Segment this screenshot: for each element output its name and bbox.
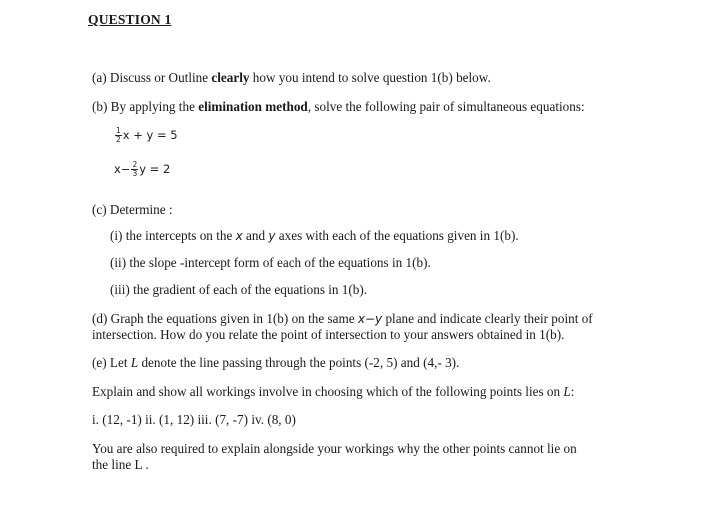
part-c-ii: (ii) the slope -intercept form of each of the equations in 1(b).: [110, 255, 431, 270]
equation-2-start: x−: [114, 162, 131, 176]
part-b-after: , solve the following pair of simultaneous equations:: [307, 99, 585, 114]
part-e-before: (e) Let: [92, 355, 131, 370]
explain-line-variable: L: [563, 384, 571, 399]
equation-1-numerator: 1: [116, 126, 121, 135]
part-d-before: (d) Graph the equations given in 1(b) on the same: [92, 311, 358, 326]
options-list: i. (12, -1) ii. (1, 12) iii. (7, -7) iv. (8, 0): [92, 412, 296, 427]
equation-1-fraction: [115, 127, 122, 144]
part-c-iii: (iii) the gradient of each of the equations in 1(b).: [110, 282, 368, 297]
explain-after: :: [570, 384, 575, 399]
part-d-plane-variable: x−y: [357, 312, 383, 326]
part-a-before: (a) Discuss or Outline: [92, 70, 212, 85]
part-c-i: [110, 228, 519, 244]
explain-before: Explain and show all workings involve in choosing which of the following points lies on: [92, 384, 564, 399]
equation-2-denominator: 3: [132, 169, 138, 178]
question-heading: QUESTION 1: [88, 12, 172, 27]
equation-2-rest: y = 2: [139, 162, 171, 176]
equation-1-denominator: 2: [116, 135, 121, 144]
part-e-text: [92, 355, 459, 371]
equation-1-rest: x + y = 5: [122, 128, 178, 142]
part-a-emphasis: clearly: [211, 70, 250, 85]
equation-1: [114, 127, 178, 144]
part-c-label: (c) Determine :: [92, 202, 173, 217]
closing-line-2: the line L .: [92, 457, 149, 472]
part-c-i-y: y: [268, 229, 276, 243]
part-d-after: plane and indicate clearly their point of: [382, 311, 593, 326]
part-e-after: denote the line passing through the points (-2, 5) and (4,- 3).: [138, 355, 460, 370]
part-b-text: [92, 99, 585, 115]
closing-line-1: You are also required to explain alongside your workings why the other points cannot lie on: [92, 441, 577, 456]
equation-2: [114, 161, 170, 178]
equation-2-numerator: 2: [132, 160, 138, 169]
part-c-i-after: axes with each of the equations given in 1(b).: [275, 228, 519, 243]
part-d-line-2: intersection. How do you relate the point of intersection to your answers obtained in 1(b).: [92, 327, 565, 342]
part-d-line-1: [92, 311, 593, 327]
part-a-after: how you intend to solve question 1(b) below.: [249, 70, 491, 85]
part-c-i-mid: and: [242, 228, 269, 243]
part-e-line-variable: L: [130, 355, 139, 370]
part-b-before: (b) By applying the: [92, 99, 199, 114]
part-a-text: [92, 70, 491, 86]
part-b-emphasis: elimination method: [198, 99, 308, 114]
explain-text: [92, 384, 574, 400]
part-c-i-before: (i) the intercepts on the: [110, 228, 236, 243]
part-c-i-x: x: [235, 229, 243, 243]
equation-2-fraction: [131, 161, 138, 178]
